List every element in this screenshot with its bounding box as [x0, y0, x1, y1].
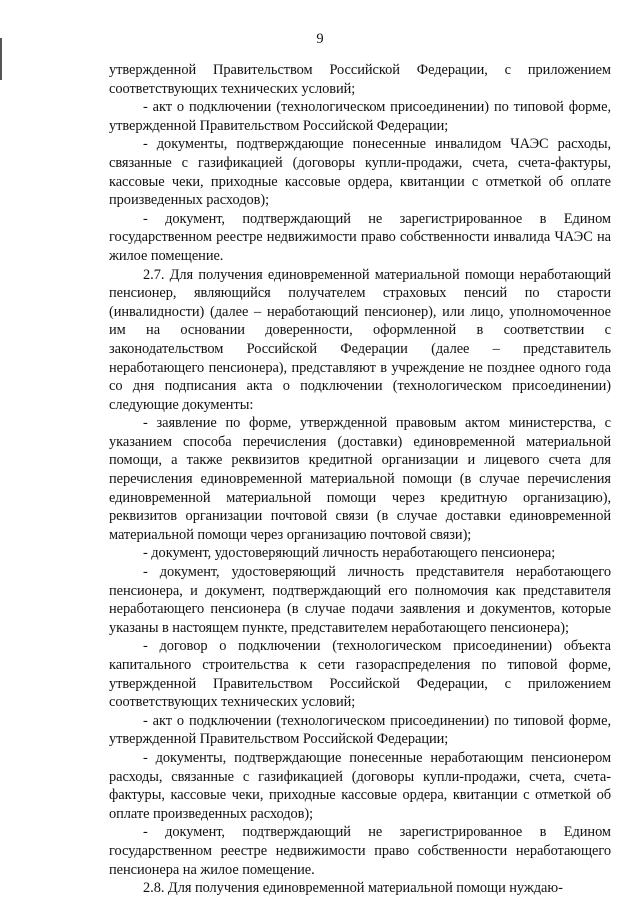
- paragraph: - акт о подключении (технологическом присоединении) по типовой форме, утвержденной Правительством Российской Федерации;: [109, 712, 611, 748]
- paragraph: - документ, подтверждающий не зарегистрированное в Едином государственном реестре недвижимости право собственности неработающего пенсионера на жилое помещение.: [109, 824, 611, 878]
- paragraph: - документы, подтверждающие понесенные неработающим пенсионером расходы, связанные с газификацией (договоры купли-продажи, счета, счета-фактуры, кассовые чеки, приходные кассовые ордера, квитанции с отметкой об оплате произведенных расходов);: [109, 749, 611, 822]
- paragraph: - документ, удостоверяющий личность неработающего пенсионера;: [143, 545, 556, 562]
- paragraph: - документ, подтверждающий не зарегистрированное в Едином государственном реестре недвижимости право собственности инвалида ЧАЭС на жилое помещение.: [109, 210, 611, 264]
- paragraph: - документы, подтверждающие понесенные инвалидом ЧАЭС расходы, связанные с газификацией (договоры купли-продажи, счета, счета-фактуры, кассовые чеки, приходные кассовые ордера, квитанции с отметкой об оплате произведенных расходов);: [109, 136, 611, 209]
- page-number: 9: [316, 31, 324, 47]
- paragraph: - заявление по форме, утвержденной правовым актом министерства, с указанием способа перечисления (доставки) единовременной материальной помощи, а также реквизитов кредитной организации и лицевого счета для перечисления единовременной материальной помощи (в случае перечисления единовременной материальной помощи через кредитную организацию), реквизитов организации почтовой связи (в случае доставки единовременной материальной помощи через организацию почтовой связи);: [109, 415, 611, 543]
- paragraph: - акт о подключении (технологическом присоединении) по типовой форме, утвержденной Правительством Российской Федерации;: [109, 99, 611, 134]
- document-body: [109, 61, 611, 898]
- paragraph: 2.7. Для получения единовременной материальной помощи неработающий пенсионер, являющийся получателем страховых пенсий по старости (инвалидности) (далее – неработающий пенсионер), или лицо, уполномоченное им на основании доверенности, оформленной в соответствии с законодательством Российской Федерации (далее – представитель неработающего пенсионера), представляют в учреждение не позднее одного года со дня подписания акта о подключении (технологическом присоединении) следующие документы:: [109, 266, 611, 413]
- paragraph: - договор о подключении (технологическом присоединении) объекта капитального строительства к сети газораспределения по типовой форме, утвержденной Правительством Российской Федерации, с приложением соответствующих технических условий;: [109, 638, 611, 711]
- paragraph: утвержденной Правительством Российской Федерации, с приложением соответствующих технических условий;: [109, 62, 611, 97]
- paragraph: - документ, удостоверяющий личность представителя неработающего пенсионера, и документ, подтверждающий его полномочия как представителя неработающего пенсионера (в случае подачи заявления и документов, которые указаны в настоящем пункте, представителем неработающего пенсионера);: [109, 564, 611, 636]
- paragraph: 2.8. Для получения единовременной материальной помощи нуждаю-: [143, 880, 563, 897]
